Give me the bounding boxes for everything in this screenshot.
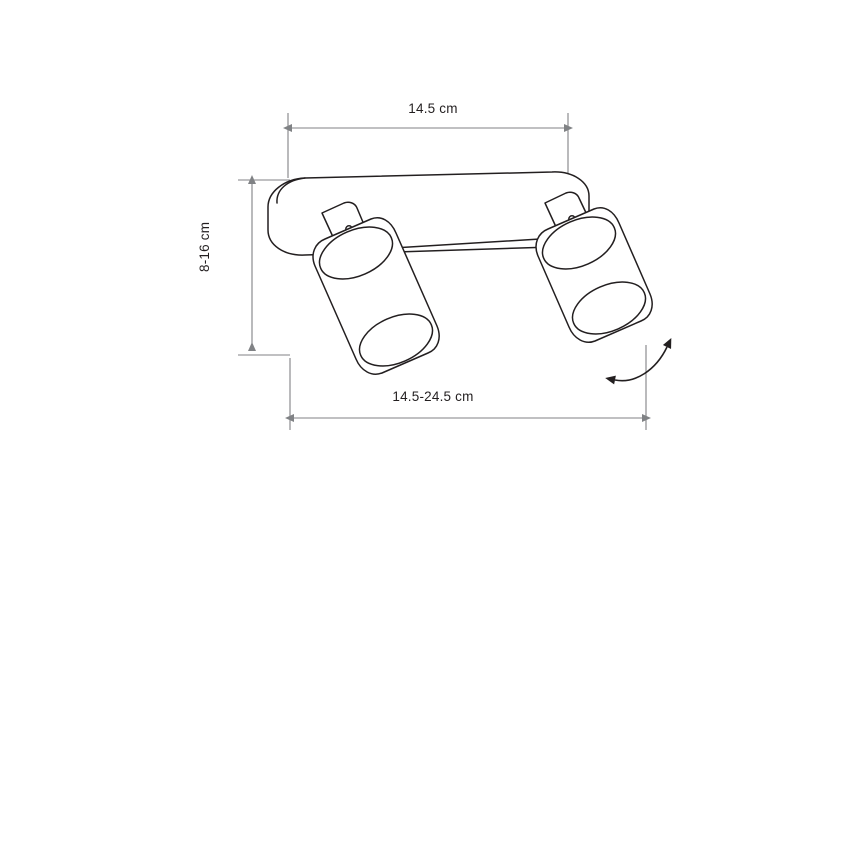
height-dimension-label: 8-16 cm [197, 221, 212, 272]
top-dimension-line [288, 113, 568, 178]
spotlight-fixture-outline [268, 172, 653, 376]
top-dimension-label: 14.5 cm [408, 101, 458, 116]
bottom-dimension-line [290, 345, 646, 430]
bottom-dimension-label: 14.5-24.5 cm [392, 389, 474, 404]
rotation-arc-arrow [615, 347, 667, 381]
